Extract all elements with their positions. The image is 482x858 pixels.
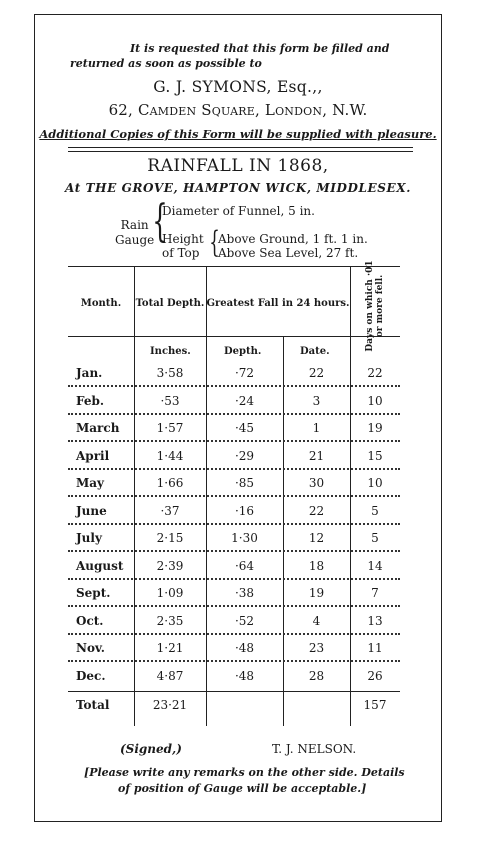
fall-date-cell: 28 [308,668,325,683]
fall-date-cell: 22 [308,366,325,380]
month-cell: June [76,503,107,518]
total-label: Total [76,698,110,712]
greatest-depth-cell: ·64 [234,558,255,573]
rain-days-cell: 19 [367,421,383,435]
remarks-note-line-1: [Please write any remarks on the other side. Details [84,766,405,779]
fall-date-cell: 1 [312,421,321,435]
row-dotted-rule [68,633,400,635]
double-rule [68,147,413,152]
rain-days-cell: 14 [367,558,383,573]
rain-days-cell: 5 [371,503,379,518]
total-depth-cell: ·37 [160,503,180,518]
above-sea-level: Above Sea Level, 27 ft. [218,246,359,260]
request-line-1: It is requested that this form be filled and [130,42,390,55]
signatory-name: T. J. NELSON. [272,742,357,756]
fall-date-cell: 4 [312,613,321,628]
header-days: Days on which ·01 or more fell. [365,260,385,352]
row-dotted-rule [68,523,400,525]
row-dotted-rule [68,550,400,552]
units-depth: Depth. [224,346,262,357]
greatest-depth-cell: ·48 [234,641,255,655]
funnel-diameter: Diameter of Funnel, 5 in. [162,204,315,218]
rain-days-cell: 10 [367,476,383,490]
total-depth-sum: 23·21 [152,698,188,712]
total-depth-cell: 1·09 [156,586,184,600]
total-depth-cell: 2·35 [156,613,184,628]
fall-date-cell: 19 [308,586,325,600]
fall-date-cell: 22 [308,503,325,518]
fall-date-cell: 3 [312,393,321,408]
total-depth-cell: 1·57 [156,421,184,435]
month-cell: March [76,421,120,435]
greatest-depth-cell: ·24 [234,393,255,408]
rainfall-table [68,260,400,726]
month-cell: Dec. [76,668,106,683]
total-depth-cell: 2·39 [156,558,184,573]
row-dotted-rule [68,440,400,442]
total-depth-cell: 3·58 [156,366,184,380]
greatest-depth-cell: ·45 [234,421,255,435]
greatest-depth-cell: ·48 [234,668,255,683]
units-date: Date. [300,346,330,357]
month-cell: Jan. [76,366,103,380]
month-cell: July [76,531,102,545]
greatest-depth-cell: ·85 [234,476,255,490]
total-depth-cell: 1·21 [156,641,184,655]
total-rule [68,691,400,692]
total-depth-cell: 4·87 [156,668,184,683]
greatest-depth-cell: ·29 [234,448,255,463]
month-cell: Feb. [76,393,105,408]
total-depth-cell: 1·66 [156,476,184,490]
header-month: Month. [80,298,122,309]
station-location: At THE GROVE, HAMPTON WICK, MIDDLESEX. [65,181,411,195]
greatest-depth-cell: ·16 [234,503,255,518]
greatest-depth-cell: ·38 [234,586,255,600]
above-ground: Above Ground, 1 ft. 1 in. [218,232,368,246]
fall-date-cell: 18 [308,558,325,573]
month-cell: Oct. [76,613,104,628]
fall-date-cell: 30 [308,476,325,490]
remarks-note-line-2: of position of Gauge will be acceptable.] [118,782,367,795]
recipient-name: G. J. SYMONS, Esq.,, [153,78,323,96]
rain-days-cell: 5 [371,531,379,545]
total-depth-cell: 1·44 [156,448,184,463]
height-brace: { [209,225,220,260]
row-dotted-rule [68,578,400,580]
row-dotted-rule [68,468,400,470]
rain-days-cell: 26 [367,668,383,683]
month-cell: April [76,448,110,463]
form-title: RAINFALL IN 1868, [147,156,329,176]
month-cell: August [76,558,124,573]
header-total-depth: Total Depth. [135,298,205,309]
total-depth-cell: 2·15 [156,531,184,545]
row-dotted-rule [68,385,400,387]
greatest-depth-cell: 1·30 [231,531,258,545]
recipient-address: 62, Camden Square, London, N.W. [108,101,368,119]
request-line-2: returned as soon as possible to [70,57,262,70]
fall-date-cell: 12 [308,531,325,545]
rain-days-cell: 13 [367,613,383,628]
row-dotted-rule [68,660,400,662]
additional-copies-note: Additional Copies of this Form will be supplied with pleasure. [39,127,437,141]
row-dotted-rule [68,413,400,415]
rain-days-cell: 11 [367,641,383,655]
rain-days-cell: 7 [371,586,379,600]
header-rule [68,336,400,337]
gauge-brace: { [152,196,168,247]
greatest-depth-cell: ·52 [234,613,255,628]
month-cell: May [76,476,105,490]
signed-label: (Signed,) [120,742,182,756]
rain-days-cell: 15 [367,448,383,463]
gauge-label: Rain Gauge [115,218,155,247]
greatest-depth-cell: ·72 [234,366,255,380]
row-dotted-rule [68,605,400,607]
fall-date-cell: 21 [308,448,325,463]
height-label: Height of Top [162,232,204,260]
total-days-sum: 157 [363,698,387,712]
month-cell: Sept. [76,586,111,600]
fall-date-cell: 23 [308,641,325,655]
month-cell: Nov. [76,641,105,655]
header-greatest-fall: Greatest Fall in 24 hours. [206,298,350,309]
rain-days-cell: 10 [367,393,383,408]
units-inches: Inches. [150,346,191,357]
row-dotted-rule [68,495,400,497]
total-depth-cell: ·53 [160,393,180,408]
rain-days-cell: 22 [367,366,383,380]
